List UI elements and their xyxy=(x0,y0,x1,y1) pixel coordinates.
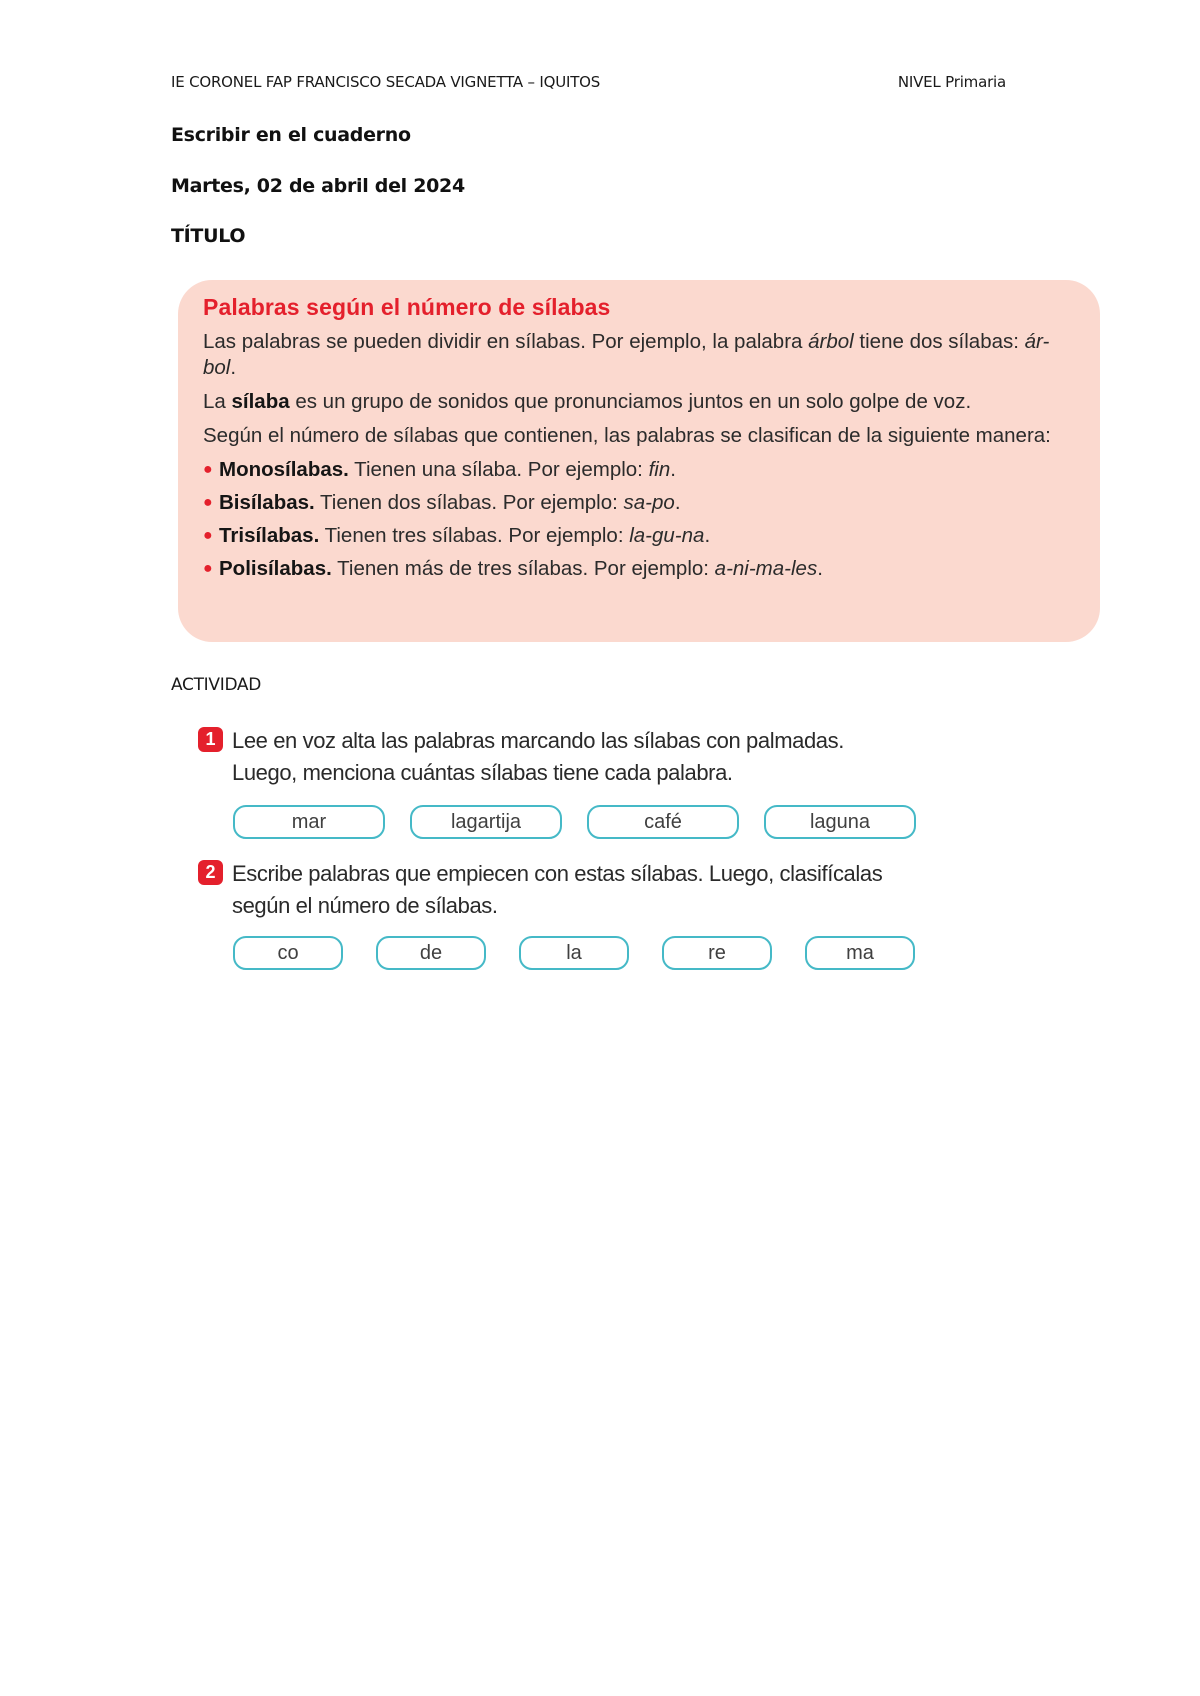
exercise-text xyxy=(232,858,882,922)
p1-end: . xyxy=(230,356,237,379)
bullet-end: . xyxy=(674,491,681,514)
exercise-instruction xyxy=(198,858,915,922)
classification-list xyxy=(203,457,1076,582)
bullet-dot-icon: ● xyxy=(203,560,213,577)
bullet-dot-icon: ● xyxy=(203,461,213,478)
list-item xyxy=(203,457,1076,483)
bullet-example: sa-po xyxy=(623,491,675,514)
exercise-line-2: según el número de sílabas. xyxy=(232,893,498,918)
exercise-instruction xyxy=(198,725,916,789)
syllable-row xyxy=(233,936,915,970)
bullet-example: la-gu-na xyxy=(629,524,705,547)
word-box-cafe: café xyxy=(587,805,739,839)
list-item xyxy=(203,490,1076,516)
date-line: Martes, 02 de abril del 2024 xyxy=(171,175,465,197)
p2-term: sílaba xyxy=(231,390,290,413)
exercise-line-2: Luego, menciona cuántas sílabas tiene cada palabra. xyxy=(232,760,733,785)
word-box-mar: mar xyxy=(233,805,385,839)
bullet-term: Polisílabas. xyxy=(219,557,332,580)
bullet-text: Tienen más de tres sílabas. Por ejemplo: xyxy=(331,557,715,580)
bullet-term: Trisílabas. xyxy=(219,524,320,547)
word-box-laguna: laguna xyxy=(764,805,916,839)
p2-before: La xyxy=(203,390,232,413)
level-label: NIVEL Primaria xyxy=(897,73,1006,91)
bullet-end: . xyxy=(670,458,676,481)
p1-example: ár-bol xyxy=(203,330,1050,379)
concept-title: Palabras según el número de sílabas xyxy=(203,294,611,320)
concept-paragraph-3: Según el número de sílabas que contienen, las palabras se clasifican de la siguiente manera: xyxy=(203,424,1051,447)
activity-label: ACTIVIDAD xyxy=(171,675,262,695)
concept-paragraph-1 xyxy=(203,329,1076,381)
school-name: IE CORONEL FAP FRANCISCO SECADA VIGNETTA – IQUITOS xyxy=(171,73,601,91)
exercise-number-badge: 1 xyxy=(198,727,223,752)
list-item xyxy=(203,556,1076,582)
title-label: TÍTULO xyxy=(171,225,246,247)
p1-before: Las palabras se pueden dividir en sílabas. Por ejemplo, la palabra xyxy=(203,330,809,353)
bullet-text: Tienen dos sílabas. Por ejemplo: xyxy=(314,491,624,514)
concept-box xyxy=(178,280,1100,642)
bullet-dot-icon: ● xyxy=(203,527,213,544)
bullet-end: . xyxy=(817,557,823,580)
p2-after: es un grupo de sonidos que pronunciamos juntos en un solo golpe de voz. xyxy=(289,390,972,413)
bullet-end: . xyxy=(704,524,711,547)
syllable-box-co: co xyxy=(233,936,343,970)
bullet-text: Tienen tres sílabas. Por ejemplo: xyxy=(319,524,630,547)
exercise-2 xyxy=(198,858,915,970)
exercise-line-1: Escribe palabras que empiecen con estas sílabas. Luego, clasifícalas xyxy=(232,861,883,886)
word-box-lagartija: lagartija xyxy=(410,805,562,839)
exercise-text xyxy=(232,725,844,789)
syllable-box-la: la xyxy=(519,936,629,970)
page-header xyxy=(171,73,1006,91)
syllable-box-ma: ma xyxy=(805,936,915,970)
exercise-number-badge: 2 xyxy=(198,860,223,885)
word-row xyxy=(233,805,916,839)
notebook-instruction: Escribir en el cuaderno xyxy=(171,124,411,146)
exercise-1 xyxy=(198,725,916,839)
bullet-term: Monosílabas. xyxy=(219,458,349,481)
exercise-line-1: Lee en voz alta las palabras marcando las sílabas con palmadas. xyxy=(232,728,844,753)
p1-word: árbol xyxy=(808,330,854,353)
bullet-example: a-ni-ma-les xyxy=(714,557,818,580)
bullet-text: Tienen una sílaba. Por ejemplo: xyxy=(348,458,649,481)
syllable-box-re: re xyxy=(662,936,772,970)
syllable-box-de: de xyxy=(376,936,486,970)
list-item xyxy=(203,523,1076,549)
bullet-dot-icon: ● xyxy=(203,494,213,511)
concept-paragraph-2 xyxy=(203,389,1076,415)
p1-middle: tiene dos sílabas: xyxy=(853,330,1025,353)
bullet-term: Bisílabas. xyxy=(219,491,315,514)
bullet-example: fin xyxy=(648,458,671,481)
